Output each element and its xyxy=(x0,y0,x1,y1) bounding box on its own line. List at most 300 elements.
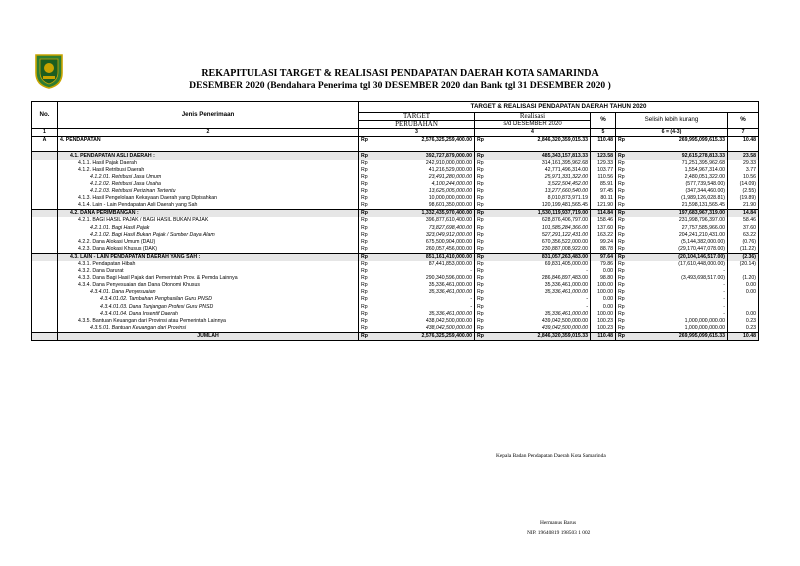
row-jenis: 4.3.4.01. Dana Penyesuaian xyxy=(58,289,359,296)
row-selisih: 21,598,131,565.45 xyxy=(630,202,728,210)
row-target: 851,161,410,000.00 xyxy=(373,253,475,261)
row-pct: 85.91 xyxy=(591,181,616,188)
row-selisih-currency: Rp xyxy=(616,160,630,167)
header-pct2: % xyxy=(728,113,759,129)
row-pct: 79.86 xyxy=(591,261,616,268)
row-selisih: (29,170,447,078.00) xyxy=(630,246,728,254)
row-no xyxy=(32,296,58,303)
row-pct2: (0.76) xyxy=(728,239,759,246)
row-target: 41,216,529,000.00 xyxy=(373,167,475,174)
row-realisasi-currency: Rp xyxy=(475,311,489,318)
row-target: 675,500,904,000.00 xyxy=(373,239,475,246)
row-realisasi-currency: Rp xyxy=(475,253,489,261)
row-no xyxy=(32,246,58,254)
table-row xyxy=(32,289,759,296)
row-pct2: 0.00 xyxy=(728,282,759,289)
colnum-2: 2 xyxy=(58,129,359,137)
row-realisasi: 439,042,500,000.00 xyxy=(489,318,591,325)
row-pct2: 0.00 xyxy=(728,311,759,318)
row-selisih-currency: Rp xyxy=(616,261,630,268)
row-no xyxy=(32,195,58,202)
row-jenis: 4.2.1.02. Bagi Hasil Bukan Pajak / Sumber Daya Alam xyxy=(58,232,359,239)
row-no: A xyxy=(32,137,58,145)
row-no xyxy=(32,217,58,224)
row-target: 260,057,456,000.00 xyxy=(373,246,475,254)
row-target-currency: Rp xyxy=(359,195,373,202)
row-jenis: 4.2.1.01. Bagi Hasil Pajak xyxy=(58,224,359,231)
row-pct2: (19.89) xyxy=(728,195,759,202)
row-pct: 123.58 xyxy=(591,152,616,160)
colnum-6: 6 = (4-3) xyxy=(616,129,728,137)
row-realisasi: 25,971,331,322.00 xyxy=(489,174,591,181)
row-target-currency: Rp xyxy=(359,239,373,246)
row-jenis: 4.1.4. Lain - Lain Pendapatan Asli Daerah yang Sah xyxy=(58,202,359,210)
row-realisasi-currency: Rp xyxy=(475,224,489,231)
table-row xyxy=(32,325,759,333)
table-row xyxy=(32,210,759,218)
row-selisih-currency: Rp xyxy=(616,246,630,254)
row-target: 438,042,500,000.00 xyxy=(373,325,475,333)
row-realisasi: 230,887,008,922.00 xyxy=(489,246,591,254)
colnum-4: 4 xyxy=(475,129,591,137)
row-target-currency: Rp xyxy=(359,311,373,318)
row-realisasi-currency: Rp xyxy=(475,289,489,296)
row-no xyxy=(32,332,58,340)
row-pct: 100.00 xyxy=(591,289,616,296)
header-selisih: Selisih lebih kurang xyxy=(616,113,728,129)
row-jenis: 4.3.4.01.02. Tambahan Penghasilan Guru PNSD xyxy=(58,296,359,303)
row-jenis: 4.3.4. Dana Penyesuaian dan Dana Otonomi Khusus xyxy=(58,282,359,289)
row-target: - xyxy=(373,268,475,275)
header-target: TARGET xyxy=(359,113,475,121)
row-realisasi: 439,042,500,000.00 xyxy=(489,325,591,333)
row-no xyxy=(32,232,58,239)
row-target-currency: Rp xyxy=(359,268,373,275)
row-target: 396,877,610,400.00 xyxy=(373,217,475,224)
row-no xyxy=(32,167,58,174)
row-realisasi-currency: Rp xyxy=(475,296,489,303)
row-selisih-currency: Rp xyxy=(616,188,630,195)
row-pct: 100.23 xyxy=(591,318,616,325)
colnum-3: 3 xyxy=(359,129,475,137)
row-jenis: 4.3.4.01.04. Dana Insentif Daerah xyxy=(58,311,359,318)
row-selisih-currency: Rp xyxy=(616,332,630,340)
row-realisasi-currency: Rp xyxy=(475,246,489,254)
row-jenis: 4.2. DANA PERIMBANGAN : xyxy=(58,210,359,218)
row-no xyxy=(32,202,58,210)
row-pct2: (20.14) xyxy=(728,261,759,268)
row-realisasi: 120,199,481,565.45 xyxy=(489,202,591,210)
row-selisih: 231,998,796,397.00 xyxy=(630,217,728,224)
row-realisasi-currency: Rp xyxy=(475,181,489,188)
table-row xyxy=(32,224,759,231)
row-no xyxy=(32,318,58,325)
row-jenis: 4.3.4.01.03. Dana Tunjangan Profesi Guru PNSD xyxy=(58,303,359,310)
row-target: 35,336,461,000.00 xyxy=(373,311,475,318)
table-row xyxy=(32,152,759,160)
row-target: 35,336,461,000.00 xyxy=(373,282,475,289)
row-realisasi-currency: Rp xyxy=(475,318,489,325)
row-no xyxy=(32,174,58,181)
row-selisih: 92,615,278,813.33 xyxy=(630,152,728,160)
row-realisasi-currency: Rp xyxy=(475,325,489,333)
row-realisasi-currency: Rp xyxy=(475,282,489,289)
row-selisih-currency: Rp xyxy=(616,181,630,188)
row-target-currency: Rp xyxy=(359,224,373,231)
row-no xyxy=(32,224,58,231)
row-target: 87,441,853,000.00 xyxy=(373,261,475,268)
row-selisih-currency: Rp xyxy=(616,318,630,325)
row-target-currency: Rp xyxy=(359,253,373,261)
row-target: 1,332,435,970,400.00 xyxy=(373,210,475,218)
header-perubahan: PERUBAHAN xyxy=(359,121,475,129)
row-pct: 98.80 xyxy=(591,275,616,282)
row-selisih: 197,683,967,319.00 xyxy=(630,210,728,218)
row-target-currency: Rp xyxy=(359,152,373,160)
header-realisasi: Realisasi xyxy=(475,113,591,121)
row-selisih-currency: Rp xyxy=(616,253,630,261)
row-no xyxy=(32,325,58,333)
row-selisih: - xyxy=(630,282,728,289)
row-selisih-currency: Rp xyxy=(616,152,630,160)
row-realisasi: 35,336,461,000.00 xyxy=(489,311,591,318)
header-no: No. xyxy=(32,102,58,129)
row-target: - xyxy=(373,296,475,303)
row-selisih: (347,344,460.00) xyxy=(630,188,728,195)
header-group: TARGET & REALISASI PENDAPATAN DAERAH TAHUN 2020 xyxy=(359,102,759,113)
row-realisasi-currency: Rp xyxy=(475,232,489,239)
row-selisih-currency: Rp xyxy=(616,325,630,333)
row-pct2: 14.84 xyxy=(728,210,759,218)
signatory-name: Hermanus Barus xyxy=(540,520,577,526)
row-selisih: 2,480,051,322.00 xyxy=(630,174,728,181)
row-selisih-currency: Rp xyxy=(616,311,630,318)
row-target-currency: Rp xyxy=(359,137,373,145)
row-realisasi-currency: Rp xyxy=(475,239,489,246)
row-pct: 0.00 xyxy=(591,268,616,275)
row-target: - xyxy=(373,303,475,310)
row-realisasi: 69,831,405,000.00 xyxy=(489,261,591,268)
row-pct2 xyxy=(728,268,759,275)
row-jenis: 4.3. LAIN - LAIN PENDAPATAN DAERAH YANG SAH : xyxy=(58,253,359,261)
row-selisih-currency: Rp xyxy=(616,195,630,202)
row-selisih: 1,554,967,314.00 xyxy=(630,167,728,174)
report-subtitle: DESEMBER 2020 (Bendahara Penerima tgl 30 DESEMBER 2020 dan Bank tgl 31 DESEMBER 2020 ) xyxy=(189,80,611,91)
row-jenis: 4.1.2.02. Retribusi Jasa Usaha xyxy=(58,181,359,188)
row-selisih-currency: Rp xyxy=(616,202,630,210)
row-realisasi-currency: Rp xyxy=(475,167,489,174)
row-jenis: 4.1.2.03. Retribusi Perizinan Tertentu xyxy=(58,188,359,195)
row-no xyxy=(32,188,58,195)
table-row xyxy=(32,282,759,289)
row-pct2: (2.36) xyxy=(728,253,759,261)
row-realisasi: 831,057,263,483.00 xyxy=(489,253,591,261)
row-selisih: (17,610,448,000.00) xyxy=(630,261,728,268)
row-selisih-currency: Rp xyxy=(616,224,630,231)
row-selisih: (20,104,146,517.00) xyxy=(630,253,728,261)
row-target-currency: Rp xyxy=(359,160,373,167)
row-realisasi-currency: Rp xyxy=(475,261,489,268)
row-realisasi: 35,336,461,000.00 xyxy=(489,289,591,296)
row-selisih-currency: Rp xyxy=(616,232,630,239)
row-jenis: 4.3.2. Dana Darurat xyxy=(58,268,359,275)
row-selisih-currency: Rp xyxy=(616,174,630,181)
row-target-currency: Rp xyxy=(359,232,373,239)
row-pct: 100.00 xyxy=(591,282,616,289)
row-pct: 100.23 xyxy=(591,325,616,333)
header-pct: % xyxy=(591,113,616,129)
row-realisasi-currency: Rp xyxy=(475,152,489,160)
row-realisasi-currency: Rp xyxy=(475,210,489,218)
row-realisasi: 42,771,496,314.00 xyxy=(489,167,591,174)
row-pct: 158.46 xyxy=(591,217,616,224)
row-selisih-currency: Rp xyxy=(616,268,630,275)
row-target-currency: Rp xyxy=(359,275,373,282)
row-no xyxy=(32,275,58,282)
row-pct2: 10.56 xyxy=(728,174,759,181)
revenue-table xyxy=(31,101,759,341)
row-jenis: 4.2.2. Dana Alokasi Umum (DAU) xyxy=(58,239,359,246)
row-realisasi: 2,846,320,359,015.33 xyxy=(489,137,591,145)
row-realisasi: 101,585,284,366.00 xyxy=(489,224,591,231)
row-realisasi: 527,291,122,431.00 xyxy=(489,232,591,239)
row-realisasi: 314,161,395,962.68 xyxy=(489,160,591,167)
row-realisasi: - xyxy=(489,296,591,303)
row-realisasi: 35,336,461,000.00 xyxy=(489,282,591,289)
row-realisasi-currency: Rp xyxy=(475,268,489,275)
row-pct: 100.00 xyxy=(591,311,616,318)
row-realisasi-currency: Rp xyxy=(475,137,489,145)
row-no xyxy=(32,239,58,246)
row-realisasi-currency: Rp xyxy=(475,160,489,167)
row-jenis: 4.3.1. Pendapatan Hibah xyxy=(58,261,359,268)
row-pct: 110.48 xyxy=(591,137,616,145)
row-pct: 99.24 xyxy=(591,239,616,246)
table-row xyxy=(32,311,759,318)
table-row xyxy=(32,261,759,268)
row-selisih-currency: Rp xyxy=(616,210,630,218)
row-target-currency: Rp xyxy=(359,282,373,289)
row-target-currency: Rp xyxy=(359,318,373,325)
row-no xyxy=(32,253,58,261)
row-selisih: 269,995,099,615.33 xyxy=(630,332,728,340)
row-selisih-currency: Rp xyxy=(616,217,630,224)
row-jenis: 4.1.3. Hasil Pengelolaan Kekayaan Daerah yang Dipisahkan xyxy=(58,195,359,202)
row-pct: 121.90 xyxy=(591,202,616,210)
row-selisih: 71,251,395,962.68 xyxy=(630,160,728,167)
row-pct2: 10.48 xyxy=(728,137,759,145)
row-selisih-currency: Rp xyxy=(616,289,630,296)
row-pct2: 0.23 xyxy=(728,318,759,325)
table-row xyxy=(32,239,759,246)
row-jenis: 4.1. PENDAPATAN ASLI DAERAH : xyxy=(58,152,359,160)
row-selisih: (5,144,382,000.00) xyxy=(630,239,728,246)
row-realisasi: 1,530,119,937,719.00 xyxy=(489,210,591,218)
row-selisih: (577,739,548.00) xyxy=(630,181,728,188)
row-jenis: 4.2.1. BAGI HASIL PAJAK / BAGI HASIL BUKAN PAJAK xyxy=(58,217,359,224)
row-pct: 88.78 xyxy=(591,246,616,254)
table-row xyxy=(32,217,759,224)
row-no xyxy=(32,268,58,275)
row-pct: 80.11 xyxy=(591,195,616,202)
row-realisasi: 2,846,320,359,015.33 xyxy=(489,332,591,340)
table-row xyxy=(32,268,759,275)
row-target: 35,336,461,000.00 xyxy=(373,289,475,296)
row-target-currency: Rp xyxy=(359,332,373,340)
table-row xyxy=(32,195,759,202)
row-target: 290,340,596,000.00 xyxy=(373,275,475,282)
table-row xyxy=(32,137,759,145)
row-pct2: 29.33 xyxy=(728,160,759,167)
row-pct: 163.22 xyxy=(591,232,616,239)
row-pct: 129.33 xyxy=(591,160,616,167)
row-pct2: 3.77 xyxy=(728,167,759,174)
row-realisasi: 670,356,522,000.00 xyxy=(489,239,591,246)
row-jenis: 4. PENDAPATAN xyxy=(58,137,359,145)
row-realisasi-currency: Rp xyxy=(475,195,489,202)
row-no xyxy=(32,289,58,296)
row-realisasi: 3,522,504,452.00 xyxy=(489,181,591,188)
row-pct2: 37.60 xyxy=(728,224,759,231)
row-target-currency: Rp xyxy=(359,303,373,310)
row-target-currency: Rp xyxy=(359,246,373,254)
row-target: 23,491,280,000.00 xyxy=(373,174,475,181)
row-no xyxy=(32,210,58,218)
row-target: 242,910,000,000.00 xyxy=(373,160,475,167)
row-realisasi: 13,277,660,540.00 xyxy=(489,188,591,195)
colnum-5: 5 xyxy=(591,129,616,137)
row-jenis: 4.3.5.01. Bantuan Keuangan dari Provinsi xyxy=(58,325,359,333)
row-selisih-currency: Rp xyxy=(616,275,630,282)
row-selisih: (3,493,698,517.00) xyxy=(630,275,728,282)
row-pct2 xyxy=(728,296,759,303)
table-row xyxy=(32,332,759,340)
row-no xyxy=(32,160,58,167)
row-target: 438,042,500,000.00 xyxy=(373,318,475,325)
row-pct2: (2.55) xyxy=(728,188,759,195)
colnum-1: 1 xyxy=(32,129,58,137)
colnum-7: 7 xyxy=(728,129,759,137)
row-target-currency: Rp xyxy=(359,202,373,210)
row-selisih: 269,995,099,615.33 xyxy=(630,137,728,145)
row-target: 2,576,325,259,400.00 xyxy=(373,332,475,340)
row-selisih: 204,241,210,431.00 xyxy=(630,232,728,239)
row-target-currency: Rp xyxy=(359,210,373,218)
row-no xyxy=(32,282,58,289)
table-row xyxy=(32,188,759,195)
row-selisih: 1,000,000,000.00 xyxy=(630,325,728,333)
row-target: 10,000,000,000.00 xyxy=(373,195,475,202)
row-jenis: 4.2.3. Dana Alokasi Khusus (DAK) xyxy=(58,246,359,254)
row-pct2: 10.48 xyxy=(728,332,759,340)
row-selisih: - xyxy=(630,289,728,296)
signatory-nip: NIP. 19640819 198503 1 002 xyxy=(527,530,591,536)
table-row xyxy=(32,296,759,303)
header-jenis: Jenis Penerimaan xyxy=(58,102,359,129)
row-target-currency: Rp xyxy=(359,167,373,174)
row-target-currency: Rp xyxy=(359,188,373,195)
row-realisasi-currency: Rp xyxy=(475,303,489,310)
row-selisih: 1,000,000,000.00 xyxy=(630,318,728,325)
row-jenis: 4.3.5. Bantuan Keuangan dari Provinsi atau Pemerintah Lainnya xyxy=(58,318,359,325)
row-selisih-currency: Rp xyxy=(616,137,630,145)
row-jenis: 4.1.2.01. Retribusi Jasa Umum xyxy=(58,174,359,181)
row-selisih: - xyxy=(630,303,728,310)
row-no xyxy=(32,152,58,160)
row-pct2: 21.90 xyxy=(728,202,759,210)
row-realisasi-currency: Rp xyxy=(475,332,489,340)
signatory-office: Kepala Badan Pendapatan Daerah Kota Samarinda xyxy=(496,453,606,459)
row-target: 2,576,325,259,400.00 xyxy=(373,137,475,145)
row-target-currency: Rp xyxy=(359,296,373,303)
row-target-currency: Rp xyxy=(359,217,373,224)
row-target: 323,049,912,000.00 xyxy=(373,232,475,239)
row-no xyxy=(32,311,58,318)
row-jenis: JUMLAH xyxy=(58,332,359,340)
row-realisasi: 628,876,406,797.00 xyxy=(489,217,591,224)
row-realisasi: 8,010,873,971.19 xyxy=(489,195,591,202)
row-pct2: 0.00 xyxy=(728,289,759,296)
row-jenis: 4.1.2. Hasil Retribusi Daerah xyxy=(58,167,359,174)
table-row xyxy=(32,275,759,282)
row-selisih: - xyxy=(630,268,728,275)
report-title: REKAPITULASI TARGET & REALISASI PENDAPATAN DAERAH KOTA SAMARINDA xyxy=(201,68,599,79)
row-pct: 0.00 xyxy=(591,296,616,303)
row-pct: 110.56 xyxy=(591,174,616,181)
row-pct2: (14.09) xyxy=(728,181,759,188)
table-row xyxy=(32,167,759,174)
row-pct2: 58.46 xyxy=(728,217,759,224)
row-realisasi-currency: Rp xyxy=(475,188,489,195)
row-pct: 97.45 xyxy=(591,188,616,195)
row-no xyxy=(32,303,58,310)
row-pct2: (1.20) xyxy=(728,275,759,282)
row-pct2: (11.22) xyxy=(728,246,759,254)
row-selisih: - xyxy=(630,296,728,303)
table-row xyxy=(32,174,759,181)
row-selisih: - xyxy=(630,311,728,318)
row-pct2: 63.22 xyxy=(728,232,759,239)
row-selisih-currency: Rp xyxy=(616,282,630,289)
row-target: 392,727,879,000.00 xyxy=(373,152,475,160)
row-pct2: 23.58 xyxy=(728,152,759,160)
table-row xyxy=(32,160,759,167)
row-target: 13,625,005,000.00 xyxy=(373,188,475,195)
row-realisasi: - xyxy=(489,303,591,310)
row-selisih: (1,989,126,028.81) xyxy=(630,195,728,202)
row-target-currency: Rp xyxy=(359,181,373,188)
row-jenis: 4.3.3. Dana Bagi Hasil Pajak dari Pemerintah Prov. & Pemda Lainnya xyxy=(58,275,359,282)
row-pct: 97.64 xyxy=(591,253,616,261)
row-target: 4,100,244,000.00 xyxy=(373,181,475,188)
table-row xyxy=(32,181,759,188)
row-target-currency: Rp xyxy=(359,289,373,296)
row-selisih: 27,757,585,966.00 xyxy=(630,224,728,231)
row-selisih-currency: Rp xyxy=(616,303,630,310)
table-row xyxy=(32,253,759,261)
row-no xyxy=(32,181,58,188)
row-jenis: 4.1.1. Hasil Pajak Daerah xyxy=(58,160,359,167)
row-pct: 0.00 xyxy=(591,303,616,310)
row-target: 73,827,698,400.00 xyxy=(373,224,475,231)
row-pct: 137.60 xyxy=(591,224,616,231)
row-realisasi: 286,846,897,483.00 xyxy=(489,275,591,282)
row-pct: 103.77 xyxy=(591,167,616,174)
row-target-currency: Rp xyxy=(359,174,373,181)
table-row xyxy=(32,303,759,310)
row-pct2 xyxy=(728,303,759,310)
row-no xyxy=(32,261,58,268)
